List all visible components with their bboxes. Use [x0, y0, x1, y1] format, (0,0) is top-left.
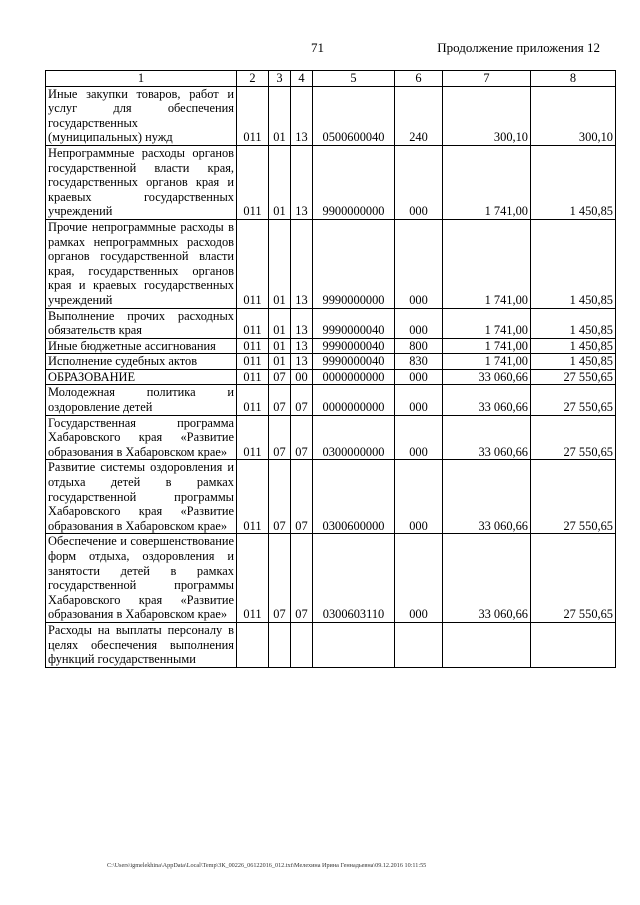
expense-type: 000	[395, 145, 443, 219]
amount-actual	[531, 622, 616, 667]
subsection-code: 00	[291, 369, 313, 385]
amount-actual: 1 450,85	[531, 338, 616, 354]
section-code: 01	[269, 86, 291, 145]
section-code	[269, 622, 291, 667]
file-path-footer: C:\Users\igmelekhina\AppData\Local\Temp\ЗК_00226_06122016_012.txt\Мелехина Ирина Геннадьевна\09.12.2016 10:11:55	[107, 862, 427, 869]
section-code: 07	[269, 460, 291, 534]
amount-actual: 1 450,85	[531, 219, 616, 308]
amount-actual: 27 550,65	[531, 534, 616, 623]
ministry-code: 011	[237, 86, 269, 145]
header-row	[46, 71, 616, 87]
table-row	[46, 534, 616, 623]
table-row	[46, 385, 616, 415]
amount-plan: 33 060,66	[443, 369, 531, 385]
target-article: 9990000040	[313, 354, 395, 370]
table-row	[46, 86, 616, 145]
target-article: 0000000000	[313, 385, 395, 415]
table-row	[46, 354, 616, 370]
subsection-code: 13	[291, 338, 313, 354]
amount-plan	[443, 622, 531, 667]
amount-actual: 27 550,65	[531, 369, 616, 385]
expense-name: Развитие системы оздоровления и отдыха детей в рамках государственной программы Хабаровского края «Развитие образования в Хабаровском крае»	[46, 460, 237, 534]
ministry-code: 011	[237, 385, 269, 415]
col-header: 8	[531, 71, 616, 87]
target-article: 0500600040	[313, 86, 395, 145]
ministry-code	[237, 622, 269, 667]
expense-type: 000	[395, 385, 443, 415]
table-row	[46, 460, 616, 534]
subsection-code: 07	[291, 385, 313, 415]
expense-name: Выполнение прочих расходных обязательств края	[46, 308, 237, 338]
expense-type	[395, 622, 443, 667]
ministry-code: 011	[237, 415, 269, 460]
expense-type: 000	[395, 219, 443, 308]
ministry-code: 011	[237, 534, 269, 623]
expense-type: 000	[395, 369, 443, 385]
table-row	[46, 219, 616, 308]
target-article: 0300600000	[313, 460, 395, 534]
amount-plan: 1 741,00	[443, 145, 531, 219]
ministry-code: 011	[237, 460, 269, 534]
budget-table	[45, 70, 616, 668]
ministry-code: 011	[237, 354, 269, 370]
amount-plan: 33 060,66	[443, 385, 531, 415]
appendix-title: Продолжение приложения 12	[437, 40, 600, 55]
table-row	[46, 145, 616, 219]
section-code: 07	[269, 385, 291, 415]
section-code: 01	[269, 145, 291, 219]
table-row	[46, 308, 616, 338]
subsection-code: 13	[291, 145, 313, 219]
table-row	[46, 369, 616, 385]
expense-name: Расходы на выплаты персоналу в целях обеспечения выполнения функций государственными	[46, 622, 237, 667]
expense-type: 000	[395, 460, 443, 534]
expense-name: Прочие непрограммные расходы в рамках непрограммных расходов органов государственной власти края, государственных органов края и краевых государственных учреждений	[46, 219, 237, 308]
amount-plan: 33 060,66	[443, 415, 531, 460]
expense-type: 000	[395, 415, 443, 460]
amount-actual: 27 550,65	[531, 415, 616, 460]
subsection-code: 13	[291, 354, 313, 370]
section-code: 01	[269, 219, 291, 308]
expense-name: Исполнение судебных актов	[46, 354, 237, 370]
col-header: 7	[443, 71, 531, 87]
subsection-code: 13	[291, 86, 313, 145]
amount-plan: 33 060,66	[443, 534, 531, 623]
ministry-code: 011	[237, 308, 269, 338]
section-code: 07	[269, 369, 291, 385]
table-row	[46, 415, 616, 460]
table-row	[46, 338, 616, 354]
subsection-code	[291, 622, 313, 667]
section-code: 01	[269, 308, 291, 338]
section-code: 07	[269, 415, 291, 460]
expense-type: 000	[395, 308, 443, 338]
subsection-code: 13	[291, 308, 313, 338]
expense-type: 000	[395, 534, 443, 623]
amount-actual: 27 550,65	[531, 385, 616, 415]
expense-name: Иные бюджетные ассигнования	[46, 338, 237, 354]
amount-actual: 1 450,85	[531, 308, 616, 338]
target-article: 9990000040	[313, 338, 395, 354]
subsection-code: 07	[291, 415, 313, 460]
target-article: 0300603110	[313, 534, 395, 623]
section-code: 07	[269, 534, 291, 623]
subsection-code: 07	[291, 460, 313, 534]
amount-plan: 1 741,00	[443, 354, 531, 370]
amount-plan: 1 741,00	[443, 338, 531, 354]
target-article: 0300000000	[313, 415, 395, 460]
expense-name: Молодежная политика и оздоровление детей	[46, 385, 237, 415]
amount-plan: 300,10	[443, 86, 531, 145]
amount-actual: 27 550,65	[531, 460, 616, 534]
amount-actual: 1 450,85	[531, 145, 616, 219]
expense-name: ОБРАЗОВАНИЕ	[46, 369, 237, 385]
amount-actual: 1 450,85	[531, 354, 616, 370]
amount-plan: 1 741,00	[443, 219, 531, 308]
subsection-code: 13	[291, 219, 313, 308]
col-header: 6	[395, 71, 443, 87]
expense-name: Непрограммные расходы органов государственной власти края, государственных органов края и краевых государственных учреждений	[46, 145, 237, 219]
expense-type: 240	[395, 86, 443, 145]
target-article: 9990000000	[313, 219, 395, 308]
ministry-code: 011	[237, 145, 269, 219]
section-code: 01	[269, 338, 291, 354]
col-header: 3	[269, 71, 291, 87]
ministry-code: 011	[237, 369, 269, 385]
target-article	[313, 622, 395, 667]
expense-name: Иные закупки товаров, работ и услуг для обеспечения государственных (муниципальных) нужд	[46, 86, 237, 145]
target-article: 9900000000	[313, 145, 395, 219]
amount-actual: 300,10	[531, 86, 616, 145]
col-header: 5	[313, 71, 395, 87]
section-code: 01	[269, 354, 291, 370]
target-article: 9990000040	[313, 308, 395, 338]
subsection-code: 07	[291, 534, 313, 623]
amount-plan: 33 060,66	[443, 460, 531, 534]
expense-type: 800	[395, 338, 443, 354]
expense-name: Обеспечение и совершенствование форм отдыха, оздоровления и занятости детей в рамках государственной программы Хабаровского края «Развитие образования в Хабаровском крае»	[46, 534, 237, 623]
table-row	[46, 622, 616, 667]
col-header: 2	[237, 71, 269, 87]
page-number: 71	[311, 40, 324, 55]
expense-name: Государственная программа Хабаровского края «Развитие образования в Хабаровском крае»	[46, 415, 237, 460]
ministry-code: 011	[237, 219, 269, 308]
expense-type: 830	[395, 354, 443, 370]
ministry-code: 011	[237, 338, 269, 354]
col-header: 1	[46, 71, 237, 87]
target-article: 0000000000	[313, 369, 395, 385]
amount-plan: 1 741,00	[443, 308, 531, 338]
col-header: 4	[291, 71, 313, 87]
